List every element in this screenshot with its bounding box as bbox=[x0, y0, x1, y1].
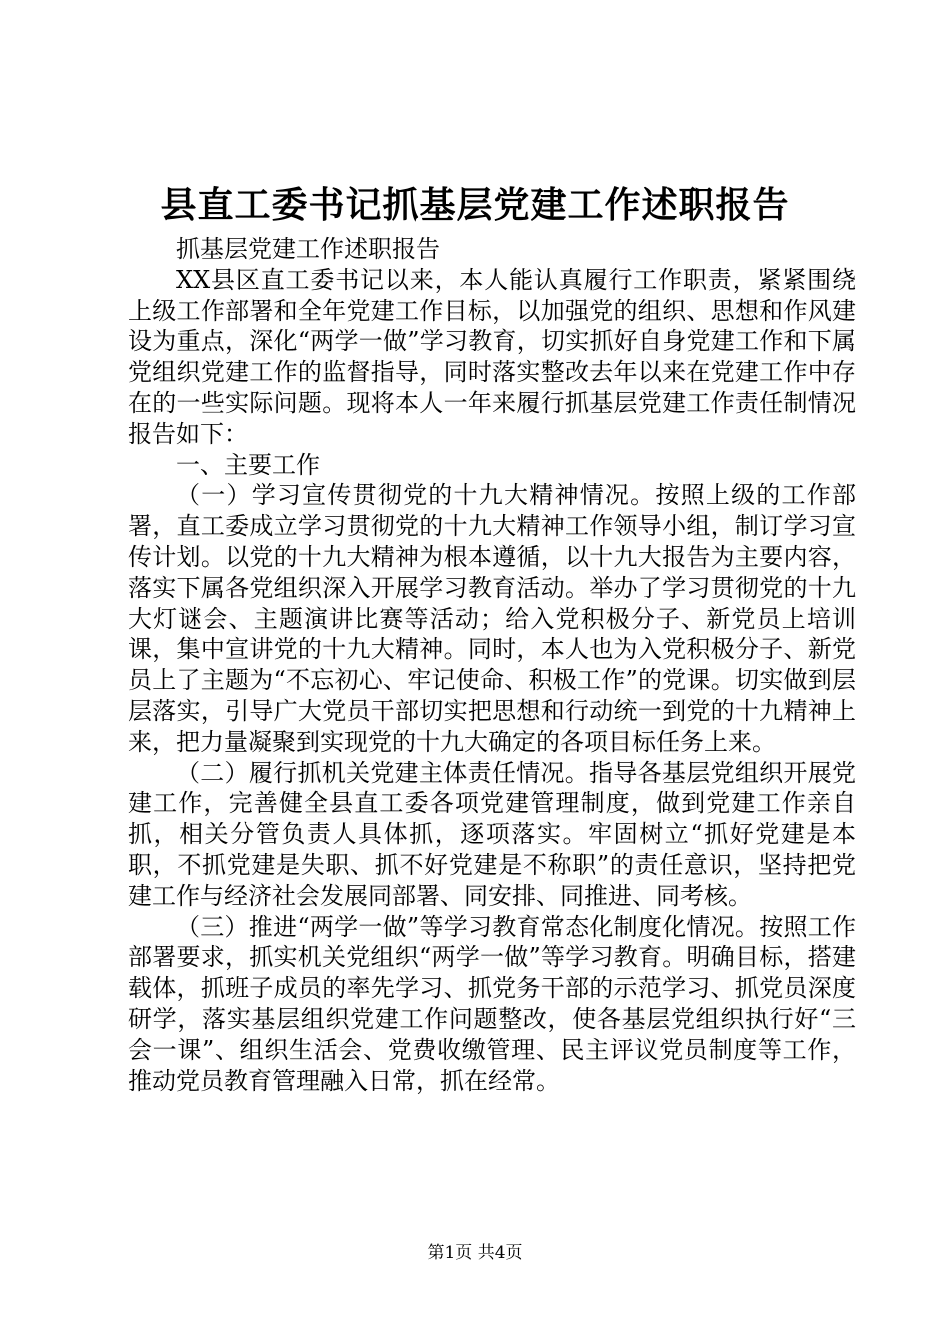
document-title: 县直工委书记抓基层党建工作述职报告 bbox=[160, 184, 790, 226]
paragraph-item-3: （三）推进“两学一做”等学习教育常态化制度化情况。按照工作部署要求，抓实机关党组织“两学一做”等学习教育。明确目标，搭建载体，抓班子成员的率先学习、抓党务干部的示范学习、抓党员深度研学，落实基层组织党建工作问题整改，使各基层党组织执行好“三会一课”、组织生活会、党费收缴管理、民主评议党员制度等工作，推动党员教育管理融入日常，抓在经常。 bbox=[128, 912, 856, 1095]
document-body bbox=[128, 234, 856, 1096]
paragraph-subtitle: 抓基层党建工作述职报告 bbox=[176, 235, 440, 263]
section-heading-main-work: 一、主要工作 bbox=[176, 450, 320, 479]
paragraph-item-2: （二）履行抓机关党建主体责任情况。指导各基层党组织开展党建工作，完善健全县直工委各项党建管理制度，做到党建工作亲自抓，相关分管负责人具体抓，逐项落实。牢固树立“抓好党建是本职，不抓党建是失职、抓不好党建是不称职”的责任意识，坚持把党建工作与经济社会发展同部署、同安排、同推进、同考核。 bbox=[128, 758, 856, 910]
paragraph-intro: XX县区直工委书记以来，本人能认真履行工作职责，紧紧围绕上级工作部署和全年党建工作目标，以加强党的组织、思想和作风建设为重点，深化“两学一做”学习教育，切实抓好自身党建工作和下属党组织党建工作的监督指导，同时落实整改去年以来在党建工作中存在的一些实际问题。现将本人一年来履行抓基层党建工作责任制情况报告如下： bbox=[128, 265, 856, 448]
page-number-footer: 第1页 共4页 bbox=[427, 1243, 523, 1263]
paragraph-item-1: （一）学习宣传贯彻党的十九大精神情况。按照上级的工作部署，直工委成立学习贯彻党的十九大精神工作领导小组，制订学习宣传计划。以党的十九大精神为根本遵循，以十九大报告为主要内容，落实下属各党组织深入开展学习教育活动。举办了学习贯彻党的十九大灯谜会、主题演讲比赛等活动；给入党积极分子、新党员上培训课，集中宣讲党的十九大精神。同时，本人也为入党积极分子、新党员上了主题为“不忘初心、牢记使命、积极工作”的党课。切实做到层层落实，引导广大党员干部切实把思想和行动统一到党的十九精神上来，把力量凝聚到实现党的十九大确定的各项目标任务上来。 bbox=[128, 481, 856, 756]
